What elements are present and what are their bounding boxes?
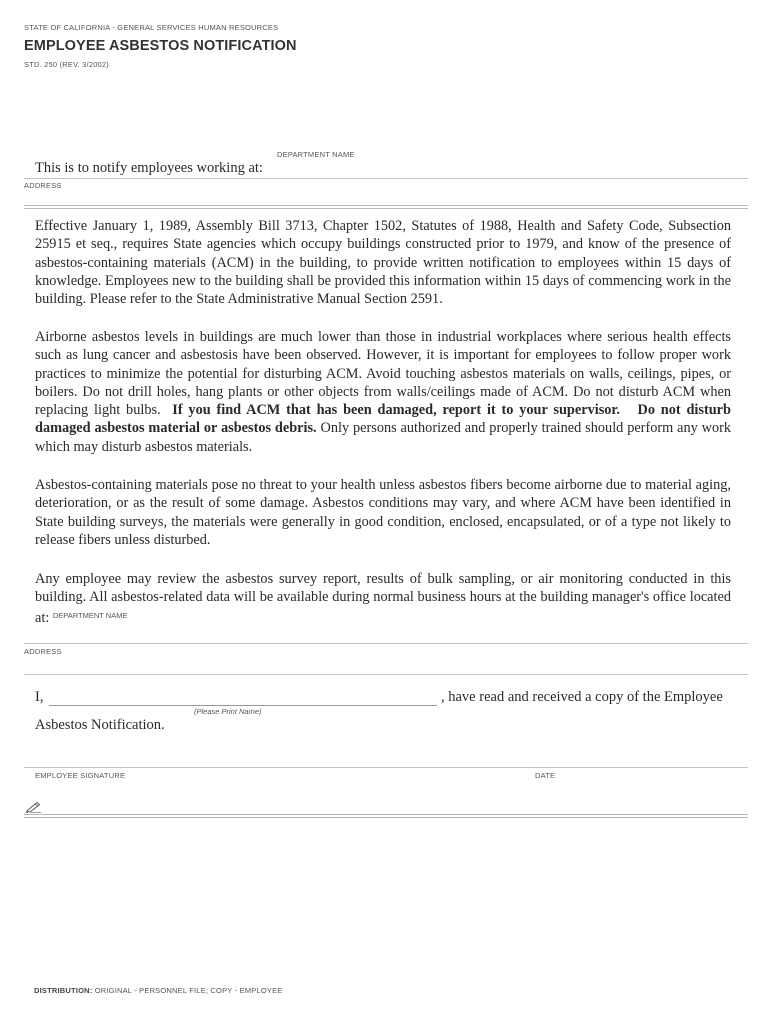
date-field[interactable] xyxy=(535,782,745,808)
located-address-line xyxy=(24,674,748,675)
ack-suffix: , have read and received a copy of the Employee xyxy=(441,689,723,705)
authorized-persons-text: Only persons authorized and properly trained should perform any work which may disturb asbestos materials. xyxy=(35,420,732,455)
report-damage-warning: If you find ACM that has been damaged, report it to your supervisor. xyxy=(172,402,621,419)
ack-prefix: I, xyxy=(35,689,44,705)
employee-signature-label: EMPLOYEE SIGNATURE xyxy=(35,771,126,780)
paragraph-work-practices-text: Airborne asbestos levels in buildings are much lower than those in industrial workplaces where serious health effects such as lung cancer and asbestosis have been observed. However, it is important for employees to follow proper work practices to minimize the potential for disturbing ACM. Avoid touching asbestos materials on walls, ceilings, pipes, or boilers. Do not drill holes, hang plants or other objects from walls/ceilings made of ACM. Do not disturb ACM when replacing light bulbs. xyxy=(35,329,731,419)
address-double-line xyxy=(24,205,748,209)
distribution-footer xyxy=(34,986,283,995)
paragraph-review-data xyxy=(35,570,731,627)
ack-line-two: Asbestos Notification. xyxy=(35,717,165,733)
located-department-line xyxy=(24,643,748,644)
located-address-field[interactable] xyxy=(24,656,746,672)
print-name-hint: (Please Print Name) xyxy=(194,707,262,716)
print-name-field[interactable] xyxy=(49,689,437,705)
do-not-disturb-warning: Do not disturb damaged asbestos material or asbestos debris. xyxy=(35,402,731,437)
paragraph-health-threat: Asbestos-containing materials pose no threat to your health unless asbestos fibers become airborne due to material aging, deterioration, or as the result of some damage. Asbestos conditions may vary, and where ACM have been identified in State building surveys, the materials were generally in good condition, enclosed, encapsulated, or of a type not likely to release fibers unless disturbed. xyxy=(35,477,731,548)
date-label: DATE xyxy=(535,771,556,780)
print-name-line xyxy=(49,705,437,706)
signature-bottom-double-line xyxy=(24,814,748,818)
located-department-label: DEPARTMENT NAME xyxy=(52,610,128,620)
paragraph-legal-requirement: Effective January 1, 1989, Assembly Bill 3713, Chapter 1502, Statutes of 1988, Health and Safety Code, Subsection 25915 et seq., requires State agencies which occupy buildings constructed prior to 1979, and know of the presence of asbestos-containing materials (ACM) in the building, to provide written notification to employees within 15 days of knowledge. Employees new to the building shall be provided this information within 15 days of commencing work in the building. Please refer to the State Administrative Manual Section 2591. xyxy=(35,218,731,308)
signature-top-line xyxy=(24,767,748,768)
form-number: STD. 250 (REV. 3/2002) xyxy=(24,60,109,69)
notify-intro-text: This is to notify employees working at: xyxy=(35,160,263,176)
review-data-text: Any employee may review the asbestos survey report, results of bulk sampling, or air monitoring conducted in this building. All asbestos-related data will be available during normal business hours at the building manager's office located at: xyxy=(35,571,731,626)
paragraph-work-practices xyxy=(35,328,731,456)
located-address-label: ADDRESS xyxy=(24,647,62,656)
department-name-field[interactable] xyxy=(277,159,747,175)
department-name-line xyxy=(24,178,748,179)
address-field[interactable] xyxy=(24,190,746,204)
located-department-field[interactable] xyxy=(190,622,745,640)
form-title: EMPLOYEE ASBESTOS NOTIFICATION xyxy=(24,38,297,54)
department-name-label: DEPARTMENT NAME xyxy=(277,150,355,159)
employee-signature-field[interactable] xyxy=(35,782,515,808)
distribution-label: DISTRIBUTION: xyxy=(34,986,93,995)
distribution-value: ORIGINAL - PERSONNEL FILE; COPY - EMPLOYEE xyxy=(94,986,283,995)
agency-line: STATE OF CALIFORNIA - GENERAL SERVICES HUMAN RESOURCES xyxy=(24,23,279,32)
pen-icon xyxy=(26,800,42,812)
address-label: ADDRESS xyxy=(24,181,62,190)
